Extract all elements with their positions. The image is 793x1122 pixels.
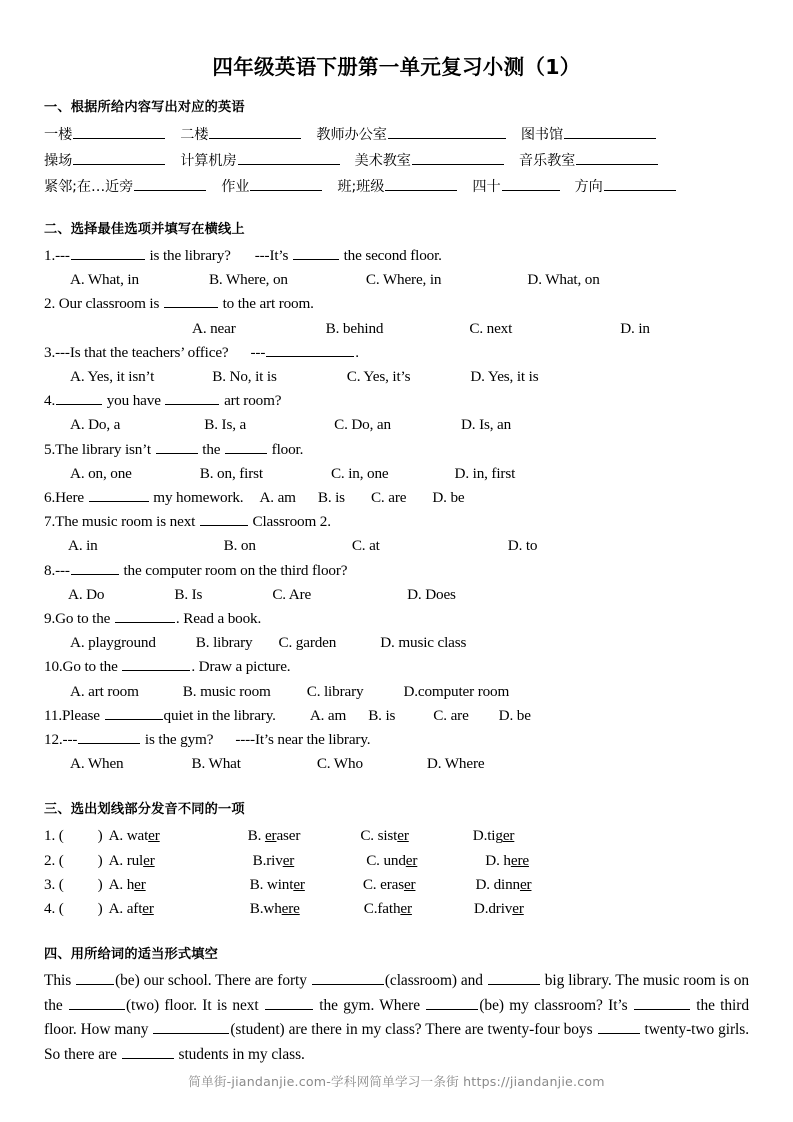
stem-text: . Draw a picture. — [191, 658, 291, 676]
option-choice[interactable]: A. What, in — [70, 271, 139, 289]
answer-blank[interactable] — [164, 295, 218, 309]
question-options — [44, 631, 749, 655]
option-choice[interactable]: A. Yes, it isn’t — [70, 368, 155, 386]
answer-blank[interactable] — [412, 151, 504, 165]
question-stem — [44, 728, 749, 752]
underlined-sound: er — [512, 900, 524, 918]
stem-text: to the art room. — [218, 295, 314, 313]
phonics-option[interactable] — [475, 876, 531, 893]
phonics-option[interactable] — [363, 876, 416, 893]
option-choice[interactable]: D.computer room — [403, 682, 510, 700]
answer-blank[interactable] — [598, 1020, 640, 1034]
question-number: 9. — [44, 610, 56, 628]
vocab-label: 二楼 — [180, 127, 209, 143]
question-stem — [44, 486, 749, 510]
answer-blank[interactable] — [604, 177, 676, 191]
underlined-sound: er — [293, 875, 305, 893]
answer-blank[interactable] — [73, 125, 165, 139]
option-choice[interactable]: C. Where, in — [365, 271, 442, 289]
underlined-sound: er — [400, 900, 412, 918]
question-stem — [44, 438, 749, 462]
phonics-option[interactable] — [109, 876, 146, 893]
option-choice[interactable]: D. Where — [426, 755, 485, 773]
stem-text: the second floor. — [339, 247, 442, 264]
phonics-pre: D.tig — [472, 827, 503, 845]
option-choice[interactable]: C. Are — [272, 585, 312, 603]
option-choice[interactable]: B. No, it is — [212, 368, 277, 386]
stem-text: --- — [250, 343, 266, 361]
answer-blank[interactable] — [156, 440, 198, 454]
phonics-option[interactable] — [109, 900, 154, 917]
stem-text: Go to the — [55, 610, 114, 628]
stem-text: (classroom) and — [384, 972, 487, 990]
phonics-number: 2. ( — [44, 851, 64, 869]
section-two-heading: 二、选择最佳选项并填写在横线上 — [44, 222, 245, 237]
question-options — [44, 268, 749, 292]
question-stem — [44, 559, 749, 583]
stem-text: (be) our school. There are forty — [115, 972, 311, 990]
answer-blank[interactable] — [153, 1020, 229, 1034]
stem-text: the — [198, 440, 225, 458]
stem-text: D. be — [432, 489, 465, 507]
stem-text: The library isn’t — [55, 440, 155, 458]
vocab-label: 紧邻;在…近旁 — [44, 179, 134, 195]
answer-blank[interactable] — [76, 971, 114, 985]
vocab-label: 图书馆 — [520, 127, 564, 143]
stem-text: --- — [55, 561, 70, 579]
phonics-option[interactable] — [474, 900, 524, 917]
phonics-row — [44, 824, 749, 848]
option-choice[interactable]: B. Is — [174, 585, 203, 603]
underlined-sound: er — [282, 851, 295, 869]
stem-text: Go to the — [62, 658, 122, 676]
section-two-questions — [44, 244, 749, 776]
question-options — [44, 317, 749, 341]
question-number: 1. — [44, 247, 56, 264]
phonics-option[interactable] — [253, 852, 295, 869]
option-choice[interactable]: B. behind — [325, 319, 384, 337]
underlined-sound: er — [142, 900, 154, 918]
option-choice[interactable]: C. library — [306, 682, 364, 700]
stem-text: This — [44, 972, 76, 990]
phonics-number: 3. ( — [44, 875, 64, 893]
option-choice[interactable]: C. Yes, it’s — [346, 368, 411, 386]
stem-text: (be) my classroom? It’s — [479, 996, 633, 1014]
section-one-heading: 一、根据所给内容写出对应的英语 — [44, 100, 245, 115]
option-choice[interactable]: B. What — [191, 755, 241, 773]
phonics-row — [44, 849, 749, 873]
answer-blank[interactable] — [105, 706, 163, 720]
phonics-number: 1. ( — [44, 827, 64, 845]
phonics-pre: B. — [247, 827, 265, 845]
underlined-sound: er — [519, 875, 532, 893]
phonics-option[interactable] — [250, 900, 300, 917]
phonics-pre: B.riv — [252, 851, 283, 869]
question-options — [44, 680, 749, 704]
option-choice[interactable]: B. Is, a — [204, 416, 247, 434]
section-three — [44, 798, 749, 921]
section-four-heading: 四、用所给词的适当形式填空 — [44, 947, 219, 963]
stem-text: twenty-two girls. So there are — [44, 1021, 750, 1063]
option-choice[interactable]: C. next — [469, 319, 513, 337]
answer-blank[interactable] — [165, 391, 219, 405]
question-options — [44, 462, 749, 486]
stem-text: big library. The music room is on the — [44, 972, 749, 1014]
phonics-pre: C. und — [366, 851, 406, 869]
vocab-label: 班;班级 — [337, 179, 385, 195]
stem-text: Here — [55, 489, 88, 507]
option-choice[interactable]: A. art room — [70, 682, 139, 700]
stem-text: the computer room on the third floor? — [119, 561, 348, 579]
stem-text: Classroom 2. — [248, 513, 331, 531]
phonics-option[interactable] — [250, 876, 305, 893]
phonics-row — [44, 873, 749, 897]
question-stem — [44, 244, 749, 268]
question-options — [44, 413, 749, 437]
stem-text: ----It’s near the library. — [235, 731, 371, 749]
underlined-sound: er — [148, 827, 160, 845]
answer-blank[interactable] — [564, 125, 656, 139]
vocab-label: 一楼 — [44, 127, 73, 143]
stem-text: B. is — [317, 489, 345, 507]
stem-text: ---It’s — [254, 247, 292, 264]
phonics-bracket-close: ) — [97, 900, 103, 918]
phonics-pre: A. wat — [108, 827, 149, 845]
option-choice[interactable]: C. Who — [316, 755, 363, 773]
question-stem — [44, 704, 749, 728]
question-options — [44, 365, 749, 389]
option-choice[interactable]: B. Where, on — [208, 271, 288, 289]
answer-blank[interactable] — [78, 730, 140, 744]
stem-text: is the library? — [145, 247, 231, 264]
vocab-label: 计算机房 — [180, 153, 237, 169]
option-choice[interactable]: D. Is, an — [460, 416, 512, 434]
answer-blank[interactable] — [89, 488, 149, 502]
answer-blank[interactable] — [293, 246, 339, 260]
answer-blank[interactable] — [56, 391, 102, 405]
vocab-label: 美术教室 — [354, 153, 411, 169]
answer-blank[interactable] — [388, 125, 506, 139]
vocab-label: 方向 — [574, 179, 603, 195]
underlined-sound: er — [143, 851, 155, 869]
phonics-pre: D. h — [485, 851, 511, 869]
answer-blank[interactable] — [71, 246, 145, 260]
vocab-row — [44, 122, 749, 148]
option-choice[interactable]: A. near — [192, 319, 236, 337]
answer-blank[interactable] — [209, 125, 301, 139]
option-choice[interactable]: A. Do, a — [70, 416, 121, 434]
section-one-rows — [44, 122, 749, 200]
phonics-bracket-close: ) — [97, 875, 103, 893]
answer-blank[interactable] — [200, 512, 248, 526]
stem-text: . Read a book. — [175, 610, 262, 628]
question-number: 5. — [44, 440, 56, 458]
question-number: 3. — [44, 343, 56, 361]
option-choice[interactable]: B. library — [195, 634, 253, 652]
answer-blank[interactable] — [385, 177, 457, 191]
phonics-option[interactable] — [109, 852, 155, 869]
phonics-option[interactable] — [360, 827, 408, 844]
section-three-heading: 三、选出划线部分发音不同的一项 — [44, 802, 245, 818]
answer-blank[interactable] — [265, 996, 313, 1010]
phonics-pre: C. sist — [360, 827, 398, 845]
stem-text: --- — [62, 731, 78, 749]
stem-text: is the gym? — [141, 731, 214, 749]
stem-text: (student) are there in my class? There are twenty-four boys — [230, 1021, 597, 1039]
option-choice[interactable]: C. at — [351, 537, 380, 555]
question-options — [44, 583, 749, 607]
phonics-bracket-close: ) — [97, 827, 103, 845]
answer-blank[interactable] — [250, 177, 322, 191]
option-choice[interactable]: B. on — [223, 537, 256, 555]
question-number: 6. — [44, 489, 56, 507]
answer-blank[interactable] — [69, 996, 125, 1010]
section-two — [44, 218, 749, 776]
phonics-pre: B. wint — [249, 875, 294, 893]
answer-blank[interactable] — [238, 151, 340, 165]
stem-text: Our classroom is — [55, 295, 163, 313]
option-choice[interactable]: B. music room — [182, 682, 271, 700]
underlined-sound: er — [134, 875, 146, 893]
phonics-pre: A. rul — [108, 851, 144, 869]
underlined-sound: er — [403, 875, 416, 893]
stem-text: floor. — [268, 440, 304, 458]
option-choice[interactable]: D. to — [507, 537, 538, 555]
underlined-sound: er — [502, 827, 515, 845]
stem-text: --- — [55, 247, 70, 264]
stem-text: my homework. — [149, 489, 244, 507]
option-choice[interactable]: D. music class — [380, 634, 467, 652]
underlined-sound: er — [397, 827, 409, 845]
stem-text: A. am — [309, 706, 347, 724]
question-number: 7. — [44, 513, 56, 531]
vocab-label: 四十 — [472, 179, 501, 195]
phonics-option[interactable] — [366, 852, 417, 869]
question-options — [44, 534, 749, 558]
question-stem — [44, 655, 749, 679]
option-choice[interactable]: A. playground — [70, 634, 156, 652]
option-choice[interactable]: C. Do, an — [334, 416, 391, 434]
vocab-label: 教师办公室 — [316, 127, 387, 143]
vocab-row — [44, 174, 749, 200]
section-three-rows — [44, 824, 749, 921]
phonics-pre: D. dinn — [475, 875, 520, 893]
stem-text: A. am — [259, 489, 296, 507]
phonics-post: aser — [276, 827, 301, 845]
phonics-option[interactable] — [364, 900, 412, 917]
phonics-bracket-close: ) — [97, 851, 103, 869]
option-choice[interactable]: A. on, one — [70, 464, 132, 482]
question-stem — [44, 389, 749, 413]
answer-blank[interactable] — [266, 343, 354, 357]
answer-blank[interactable] — [122, 658, 190, 672]
vocab-label: 音乐教室 — [518, 153, 576, 169]
option-choice[interactable]: D. What, on — [527, 271, 600, 289]
footer-watermark: 简单街-jiandanjie.com-学科网简单学习一条街 https://jiandanjie.com — [188, 1074, 605, 1089]
phonics-pre: B.wh — [249, 900, 282, 918]
answer-blank[interactable] — [225, 440, 267, 454]
stem-text: The music room is next — [55, 513, 199, 531]
question-number: 12. — [44, 731, 63, 749]
section-four — [44, 943, 749, 1067]
option-choice[interactable]: A. Do — [68, 585, 105, 603]
stem-text: D. be — [498, 706, 531, 724]
stem-text: students in my class. — [174, 1045, 305, 1063]
question-number: 11. — [44, 706, 62, 724]
option-choice[interactable]: C. garden — [278, 634, 337, 652]
stem-text: the third floor. How many — [44, 996, 750, 1039]
underlined-sound: er — [405, 851, 418, 869]
phonics-pre: A. aft — [108, 900, 143, 918]
section-one — [44, 96, 749, 200]
phonics-pre: C.fath — [363, 900, 401, 918]
answer-blank[interactable] — [488, 971, 540, 985]
stem-text: Please — [61, 706, 104, 724]
phonics-row — [44, 897, 749, 921]
answer-blank[interactable] — [634, 996, 690, 1010]
answer-blank[interactable] — [115, 609, 175, 623]
section-four-paragraph — [44, 969, 749, 1067]
option-choice[interactable]: A. When — [70, 755, 124, 773]
stem-text: quiet in the library. — [163, 706, 276, 724]
underlined-sound: ere — [510, 851, 529, 869]
vocab-label: 操场 — [44, 153, 73, 169]
page-title: 四年级英语下册第一单元复习小测（1） — [212, 55, 581, 79]
stem-text: you have — [103, 392, 165, 410]
stem-text: (two) floor. It is next — [125, 996, 264, 1014]
answer-blank[interactable] — [134, 177, 206, 191]
option-choice[interactable]: C. in, one — [330, 464, 389, 482]
answer-blank[interactable] — [73, 151, 165, 165]
answer-blank[interactable] — [312, 971, 384, 985]
question-number: 2. — [44, 295, 56, 313]
vocab-label: 作业 — [221, 179, 250, 195]
stem-text: B. is — [368, 706, 396, 724]
question-number: 8. — [44, 561, 56, 579]
vocab-row — [44, 148, 749, 174]
phonics-pre: C. eras — [362, 875, 404, 893]
phonics-option[interactable] — [248, 827, 301, 844]
phonics-option[interactable] — [109, 827, 160, 844]
question-stem — [44, 292, 749, 316]
answer-blank[interactable] — [576, 151, 658, 165]
option-choice[interactable]: A. in — [68, 537, 98, 555]
stem-text: ---Is that the teachers’ office? — [55, 343, 229, 361]
stem-text: . — [355, 343, 359, 361]
answer-blank[interactable] — [502, 177, 560, 191]
question-number: 10. — [44, 658, 63, 676]
question-stem — [44, 510, 749, 534]
question-stem — [44, 607, 749, 631]
phonics-number: 4. ( — [44, 900, 64, 918]
question-stem — [44, 341, 749, 365]
stem-text: the gym. Where — [313, 996, 426, 1014]
phonics-pre: D.driv — [473, 900, 513, 918]
underlined-sound: ere — [281, 900, 300, 918]
answer-blank[interactable] — [426, 996, 478, 1010]
answer-blank[interactable] — [122, 1045, 174, 1059]
answer-blank[interactable] — [71, 561, 119, 575]
option-choice[interactable]: D. Does — [407, 585, 456, 603]
option-choice[interactable]: D. Yes, it is — [470, 368, 539, 386]
stem-text: C. are — [370, 489, 407, 507]
stem-text: C. are — [433, 706, 469, 724]
option-choice[interactable]: B. on, first — [199, 464, 263, 482]
question-options — [44, 752, 749, 776]
question-number: 4. — [44, 392, 56, 410]
phonics-option[interactable] — [485, 852, 529, 869]
phonics-pre: A. h — [108, 875, 135, 893]
underlined-sound: er — [264, 827, 277, 845]
option-choice[interactable]: D. in, first — [454, 464, 516, 482]
option-choice[interactable]: D. in — [620, 319, 650, 337]
stem-text: art room? — [220, 392, 282, 410]
phonics-option[interactable] — [473, 827, 515, 844]
